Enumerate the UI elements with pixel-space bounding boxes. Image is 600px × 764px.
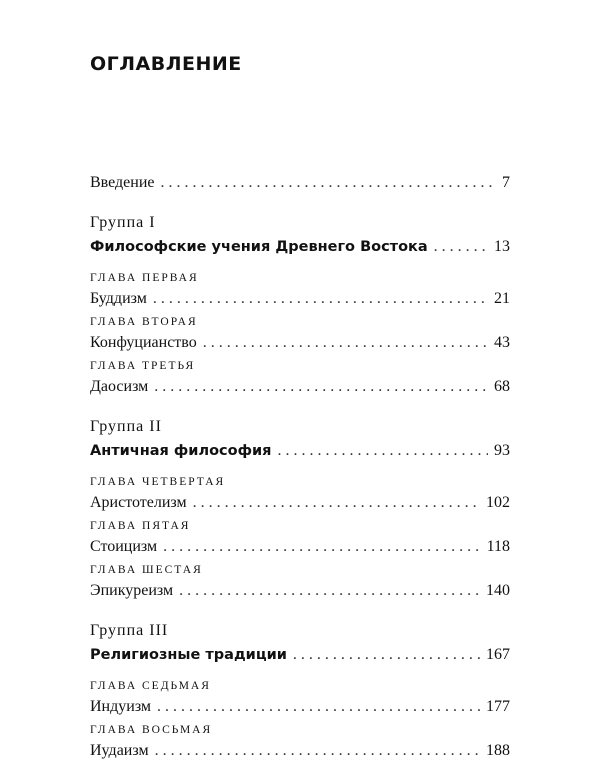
chapter-label: ГЛАВА СЕДЬМАЯ bbox=[90, 680, 211, 692]
dot-leader bbox=[157, 694, 480, 720]
chapter-title: Конфуцианство bbox=[90, 334, 197, 351]
chapter-title: Аристотелизм bbox=[90, 494, 187, 511]
toc-part-entry[interactable] bbox=[90, 642, 510, 668]
dot-leader bbox=[293, 642, 480, 668]
part-title: Античная философия bbox=[90, 443, 272, 459]
table-of-contents bbox=[90, 170, 510, 764]
chapter-page: 118 bbox=[486, 538, 510, 555]
part-title: Религиозные традиции bbox=[90, 647, 287, 663]
toc-entry-page: 7 bbox=[502, 174, 510, 191]
toc-entry-title: Введение bbox=[90, 174, 155, 191]
dot-leader bbox=[434, 234, 488, 260]
chapter-label: ГЛАВА ЧЕТВЕРТАЯ bbox=[90, 476, 226, 488]
chapter-page: 102 bbox=[486, 494, 510, 511]
dot-leader bbox=[203, 330, 488, 356]
part-page: 93 bbox=[494, 442, 510, 459]
toc-chapter-entry[interactable] bbox=[90, 330, 510, 356]
chapter-title: Индуизм bbox=[90, 698, 152, 715]
toc-part-entry[interactable] bbox=[90, 438, 510, 464]
chapter-title: Буддизм bbox=[90, 290, 147, 307]
dot-leader bbox=[277, 438, 488, 464]
dot-leader bbox=[193, 490, 480, 516]
chapter-label: ГЛАВА ВТОРАЯ bbox=[90, 316, 198, 328]
chapter-label: ГЛАВА ТРЕТЬЯ bbox=[90, 360, 196, 372]
part-page: 13 bbox=[494, 238, 510, 255]
chapter-page: 177 bbox=[486, 698, 510, 715]
toc-chapter-entry[interactable] bbox=[90, 490, 510, 516]
dot-leader bbox=[154, 374, 488, 400]
dot-leader bbox=[153, 286, 488, 312]
dot-leader bbox=[155, 738, 480, 764]
dot-leader bbox=[161, 170, 497, 196]
toc-chapter-entry[interactable] bbox=[90, 286, 510, 312]
chapter-label: ГЛАВА ПЯТАЯ bbox=[90, 520, 191, 532]
chapter-page: 188 bbox=[486, 742, 510, 759]
part-label: Группа III bbox=[90, 622, 169, 639]
chapter-label: ГЛАВА ВОСЬМАЯ bbox=[90, 724, 213, 736]
toc-entry-intro[interactable] bbox=[90, 170, 510, 196]
part-title: Философские учения Древнего Востока bbox=[90, 239, 428, 255]
chapter-label: ГЛАВА ПЕРВАЯ bbox=[90, 272, 199, 284]
chapter-title: Иудаизм bbox=[90, 742, 149, 759]
part-page: 167 bbox=[486, 646, 510, 663]
chapter-page: 21 bbox=[494, 290, 510, 307]
toc-chapter-entry[interactable] bbox=[90, 534, 510, 560]
toc-chapter-entry[interactable] bbox=[90, 578, 510, 604]
chapter-label: ГЛАВА ШЕСТАЯ bbox=[90, 564, 203, 576]
chapter-page: 68 bbox=[494, 378, 510, 395]
toc-part-entry[interactable] bbox=[90, 234, 510, 260]
page-title: оглавление bbox=[90, 46, 242, 77]
part-label: Группа I bbox=[90, 214, 156, 231]
part-label: Группа II bbox=[90, 418, 162, 435]
chapter-title: Стоицизм bbox=[90, 538, 158, 555]
toc-chapter-entry[interactable] bbox=[90, 738, 510, 764]
dot-leader bbox=[179, 578, 480, 604]
chapter-title: Даосизм bbox=[90, 378, 149, 395]
chapter-page: 140 bbox=[486, 582, 510, 599]
chapter-title: Эпикуреизм bbox=[90, 582, 174, 599]
dot-leader bbox=[163, 534, 480, 560]
chapter-page: 43 bbox=[494, 334, 510, 351]
toc-chapter-entry[interactable] bbox=[90, 374, 510, 400]
toc-chapter-entry[interactable] bbox=[90, 694, 510, 720]
